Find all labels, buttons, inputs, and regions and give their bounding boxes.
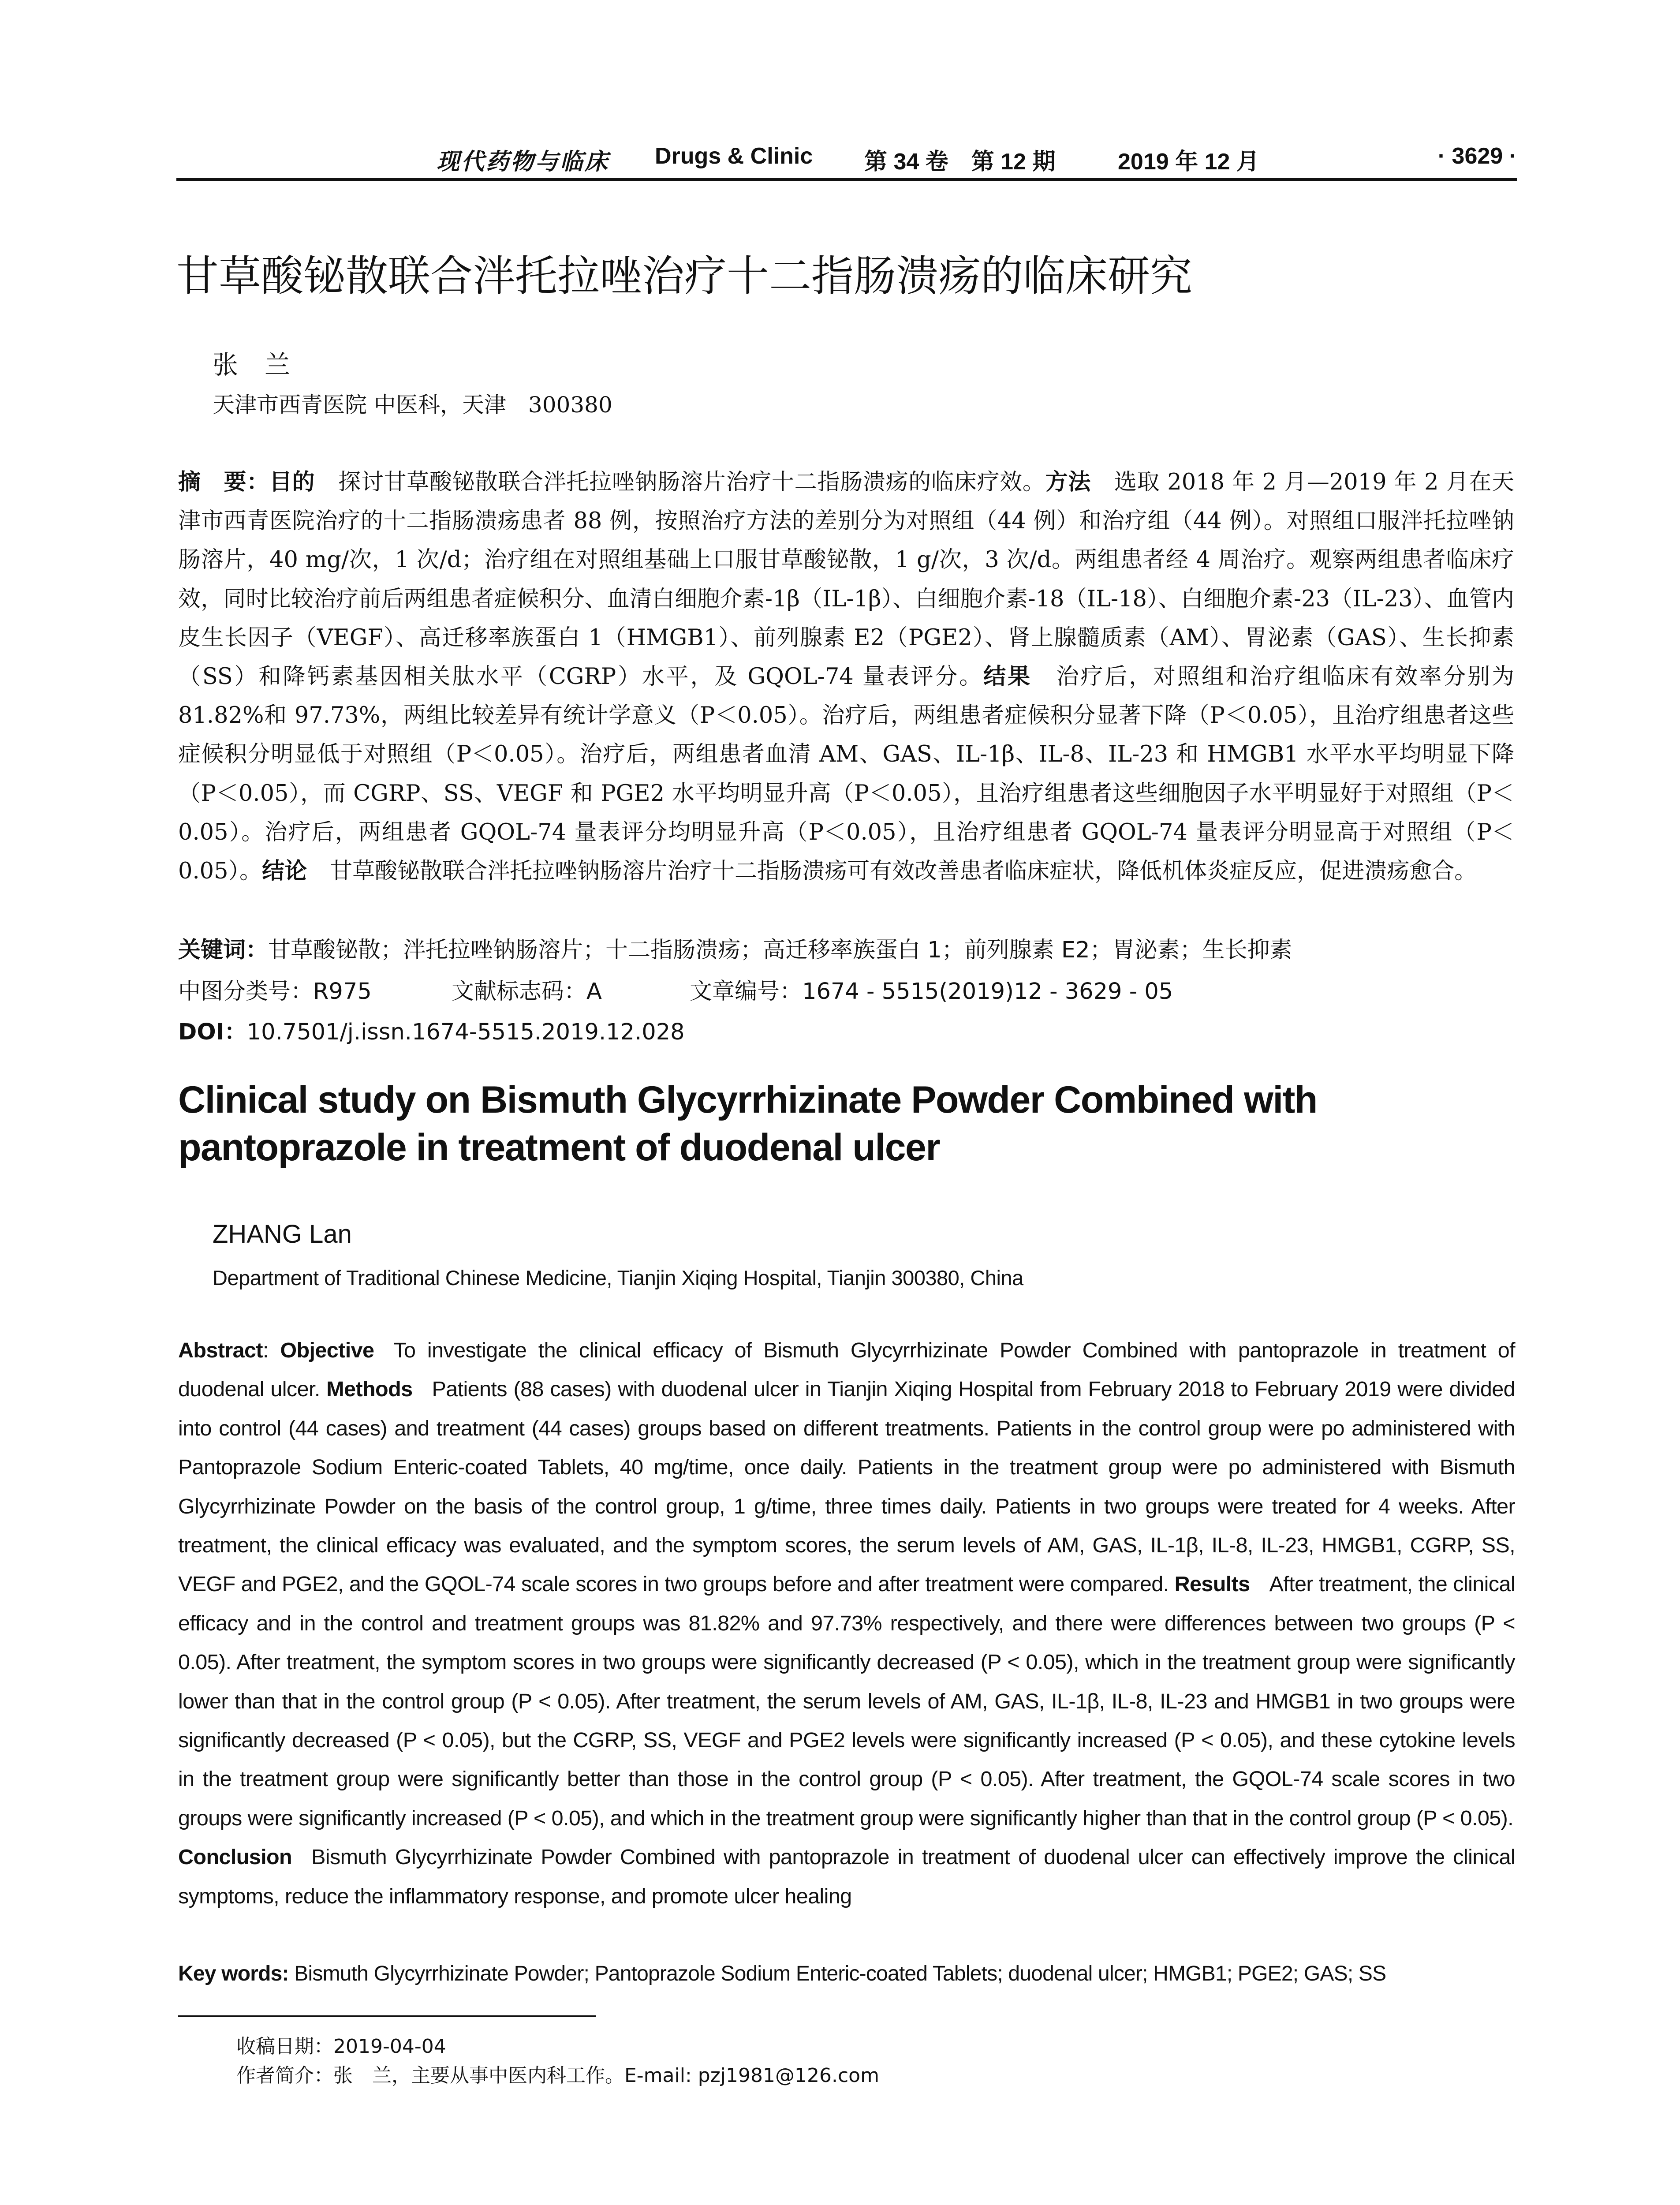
doi-value[interactable]: 10.7501/j.issn.1674-5515.2019.12.028 xyxy=(246,1019,685,1045)
results-text-cn: 治疗后，对照组和治疗组临床有效率分别为 81.82%和 97.73%，两组比较差异有统计学意义（P＜0.05）。治疗后，两组患者症候积分显著下降（P＜0.05），且治疗组患者这些症候积分明显低于对照组（P＜0.05）。治疗后，两组患者血清 AM、GAS、IL-1β、IL-8、IL-23 和 HMGB1 水平水平均明显下降（P＜0.05），而 CGRP、SS、VEGF 和 PGE2 水平均明显升高（P＜0.05），且治疗组患者这些细胞因子水平明显好于对照组（P＜0.05）。治疗后，两组患者 GQOL-74 量表评分均明显升高（P＜0.05），且治疗组患者 GQOL-74 量表评分明显高于对照组（P＜0.05）。 xyxy=(178,664,1514,885)
conclusion-label-en: Conclusion xyxy=(178,1845,292,1869)
results-label-cn: 结果 xyxy=(983,664,1032,690)
keywords-en-text: Bismuth Glycyrrhizinate Powder; Pantoprazole Sodium Enteric-coated Tablets; duodenal ulcer; HMGB1; PGE2; GAS; SS xyxy=(294,1962,1386,1985)
document-code: 文献标志码：A xyxy=(452,979,602,1005)
page-number: · 3629 · xyxy=(1437,143,1517,169)
conclusion-text-en: Bismuth Glycyrrhizinate Powder Combined with pantoprazole in treatment of duodenal ulcer can effectively improve the clinical symptoms, reduce the inflammatory response, and promote ulcer healing xyxy=(178,1845,1515,1908)
received-date: 收稿日期：2019-04-04 xyxy=(236,2035,446,2058)
abstract-en: Abstract: Objective To investigate the clinical efficacy of Bismuth Glycyrrhizinate Powder Combined with pantoprazole in treatment of duodenal ulcer. Methods Patients (88 cases) with duodenal ulcer in Tianjin Xiqing Hospital from February 2018 to February 2019 were divided into control (44 cases) and treatment (44 cases) groups based on different treatments. Patients in the control group were po administered with Pantoprazole Sodium Enteric-coated Tablets, 40 mg/time, once daily. Patients in the treatment group were po administered with Bismuth Glycyrrhizinate Powder on the basis of the control group, 1 g/time, three times daily. Patients in two groups were treated for 4 weeks. After treatment, the clinical efficacy was evaluated, and the symptom scores, the serum levels of AM, GAS, IL-1β, IL-8, IL-23, HMGB1, CGRP, SS, VEGF and PGE2, and the GQOL-74 scale scores in two groups before and after treatment were compared. Results After treatment, the clinical efficacy and in the control and treatment groups was 81.82% and 97.73% respectively, and there were differences between two groups (P < 0.05). After treatment, the symptom scores in two groups were significantly decreased (P < 0.05), which in the treatment group were significantly lower than that in the control group (P < 0.05). After treatment, the serum levels of AM, GAS, IL-1β, IL-8, IL-23 and HMGB1 in two groups were significantly decreased (P < 0.05), but the CGRP, SS, VEGF and PGE2 levels were significantly increased (P < 0.05), and these cytokine levels in the treatment group were significantly better than those in the control group (P < 0.05). After treatment, the GQOL-74 scale scores in two groups were significantly increased (P < 0.05), and which in the treatment group were significantly higher than that in the control group (P < 0.05). Conclusion Bismuth Glycyrrhizinate Powder Combined with pantoprazole in treatment of duodenal ulcer can effectively improve the clinical symptoms, reduce the inflammatory response, and promote ulcer healing xyxy=(178,1338,1516,1908)
methods-text-cn: 选取 2018 年 2 月—2019 年 2 月在天津市西青医院治疗的十二指肠溃疡患者 88 例，按照治疗方法的差别分为对照组（44 例）和治疗组（44 例）。对照组口服泮托拉唑钠肠溶片，40 mg/次，1 次/d；治疗组在对照组基础上口服甘草酸铋散，1 g/次，3 次/d。两组患者经 4 周治疗。观察两组患者临床疗效，同时比较治疗前后两组患者症候积分、血清白细胞介素-1β（IL-1β）、白细胞介素-18（IL-18）、白细胞介素-23（IL-23）、血管内皮生长因子（VEGF）、高迁移率族蛋白 1（HMGB1）、前列腺素 E2（PGE2）、肾上腺髓质素（AM）、胃泌素（GAS）、生长抑素（SS）和降钙素基因相关肽水平（CGRP）水平，及 GQOL-74 量表评分。 xyxy=(178,469,1514,690)
journal-name-en: Drugs & Clinic xyxy=(655,143,813,169)
affiliation-cn: 天津市西青医院 中医科，天津 300380 xyxy=(213,392,612,418)
conclusion-text-cn: 甘草酸铋散联合泮托拉唑钠肠溶片治疗十二指肠溃疡可有效改善患者临床症状，降低机体炎症反应，促进溃疡愈合。 xyxy=(330,858,1477,885)
classification-line xyxy=(178,973,1514,1005)
results-label-en: Results xyxy=(1174,1572,1250,1596)
article-title-en: Clinical study on Bismuth Glycyrrhizinate Powder Combined with pantoprazole in treatment of duodenal ulcer xyxy=(178,1079,1317,1169)
abstract-cn xyxy=(178,463,1514,891)
objective-label-en: Objective xyxy=(280,1338,374,1362)
keywords-en xyxy=(178,1962,1386,1986)
doi-label: DOI： xyxy=(178,1019,247,1045)
footnote-divider xyxy=(178,2015,596,2017)
keywords-cn-label: 关键词： xyxy=(178,937,269,963)
conclusion-label-cn: 结论 xyxy=(262,858,307,885)
abstract-en-label: Abstract xyxy=(178,1338,263,1362)
keywords-cn-text: 甘草酸铋散；泮托拉唑钠肠溶片；十二指肠溃疡；高迁移率族蛋白 1；前列腺素 E2；胃泌素；生长抑素 xyxy=(268,937,1292,963)
keywords-cn xyxy=(178,931,1514,964)
running-header xyxy=(176,140,1517,181)
objective-text-cn: 探讨甘草酸铋散联合泮托拉唑钠肠溶片治疗十二指肠溃疡的临床疗效。 xyxy=(338,469,1045,495)
keywords-en-label: Key words: xyxy=(178,1962,289,1985)
article-title-cn: 甘草酸铋散联合泮托拉唑治疗十二指肠溃疡的临床研究 xyxy=(176,251,1192,301)
methods-label-en: Methods xyxy=(326,1377,413,1401)
article-number: 文章编号：1674 - 5515(2019)12 - 3629 - 05 xyxy=(690,979,1173,1005)
volume-issue: 第 34 卷 第 12 期 xyxy=(864,149,1056,175)
issue-date: 2019 年 12 月 xyxy=(1118,149,1259,175)
author-cn: 张兰 xyxy=(213,350,317,380)
abstract-cn-label: 摘 要： xyxy=(178,469,269,495)
journal-name-cn: 现代药物与临床 xyxy=(437,148,610,175)
clc-number: 中图分类号：R975 xyxy=(178,979,372,1005)
author-bio: 作者简介：张 兰，主要从事中医内科工作。E-mail: pzj1981@126.com xyxy=(236,2064,879,2087)
results-text-en: After treatment, the clinical efficacy and in the control and treatment groups was 81.82% and 97.73% respectively, and there were differences between two groups (P < 0.05). After treatment, the symptom scores in two groups were significantly decreased (P < 0.05), which in the treatment group were significantly lower than that in the control group (P < 0.05). After treatment, the serum levels of AM, GAS, IL-1β, IL-8, IL-23 and HMGB1 in two groups were significantly decreased (P < 0.05), but the CGRP, SS, VEGF and PGE2 levels were significantly increased (P < 0.05), and these cytokine levels in the treatment group were significantly better than those in the control group (P < 0.05). After treatment, the GQOL-74 scale scores in two groups were significantly increased (P < 0.05), and which in the treatment group were significantly higher than that in the control group (P < 0.05). xyxy=(178,1572,1516,1830)
methods-label-cn: 方法 xyxy=(1045,469,1091,495)
author-en: ZHANG Lan xyxy=(213,1220,352,1248)
affiliation-en: Department of Traditional Chinese Medicine, Tianjin Xiqing Hospital, Tianjin 300380, China xyxy=(213,1266,1023,1289)
methods-text-en: Patients (88 cases) with duodenal ulcer in Tianjin Xiqing Hospital from February 2018 to February 2019 were divided into control (44 cases) and treatment (44 cases) groups based on different treatments. Patients in the control group were po administered with Pantoprazole Sodium Enteric-coated Tablets, 40 mg/time, once daily. Patients in the treatment group were po administered with Bismuth Glycyrrhizinate Powder on the basis of the control group, 1 g/time, three times daily. Patients in two groups were treated for 4 weeks. After treatment, the clinical efficacy was evaluated, and the symptom scores, the serum levels of AM, GAS, IL-1β, IL-8, IL-23, HMGB1, CGRP, SS, VEGF and PGE2, and the GQOL-74 scale scores in two groups before and after treatment were compared. xyxy=(178,1377,1515,1596)
objective-label-cn: 目的 xyxy=(269,469,315,495)
objective-text-en: To investigate the clinical efficacy of Bismuth Glycyrrhizinate Powder Combined with pantoprazole in treatment of duodenal ulcer. xyxy=(178,1338,1515,1401)
doi-line xyxy=(178,1013,1514,1046)
